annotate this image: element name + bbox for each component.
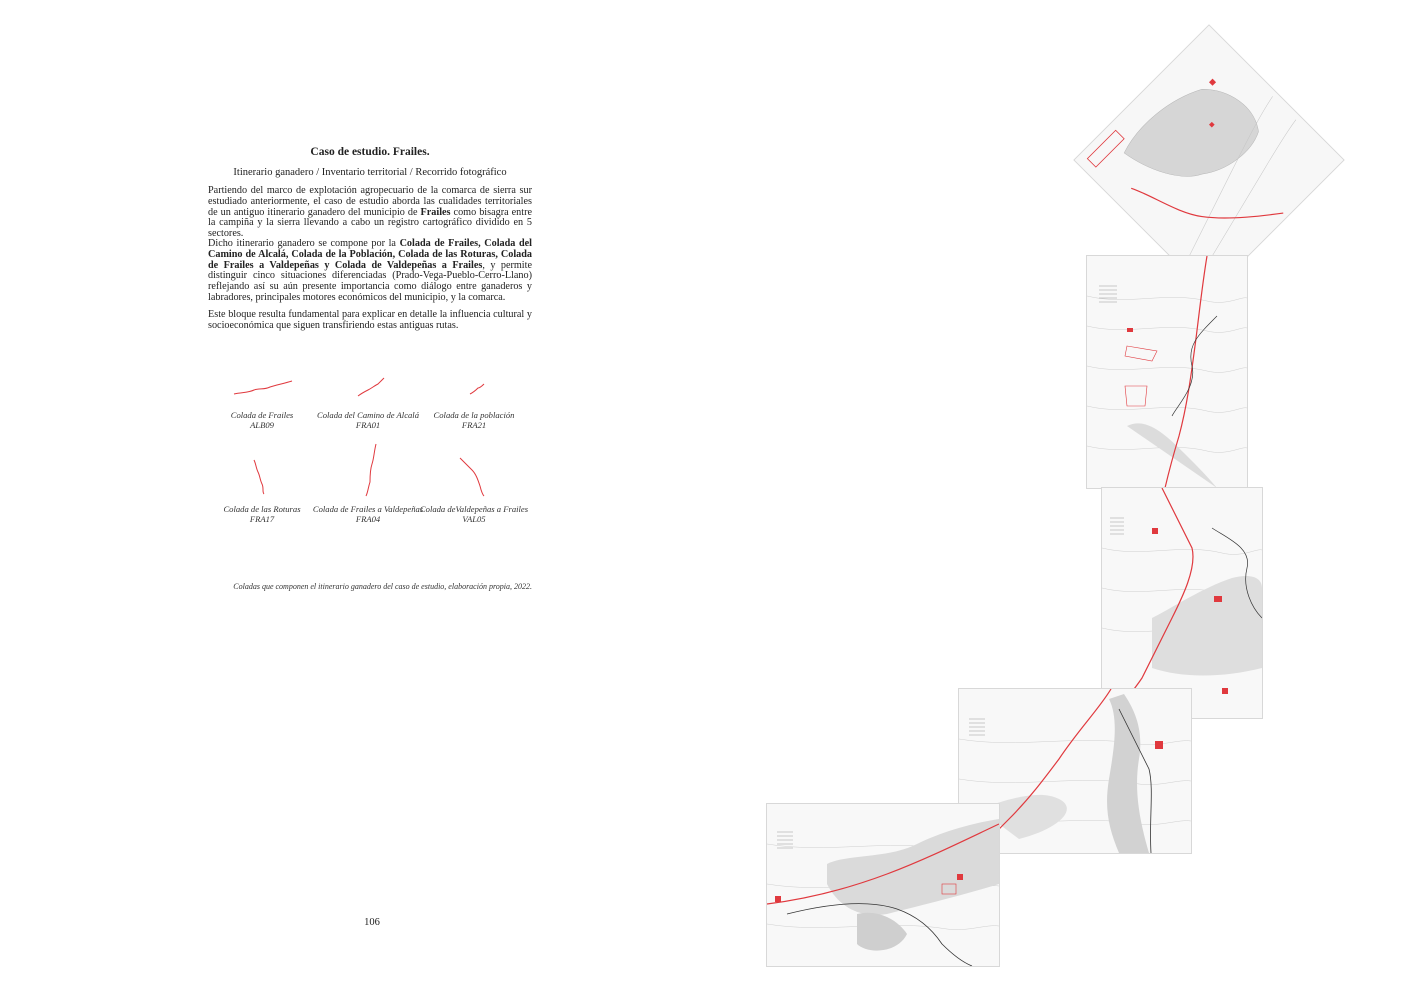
colada-route-icon: [308, 440, 428, 504]
page-number: 106: [364, 917, 380, 928]
colada-route-icon: [202, 376, 322, 410]
colada-route-icon: [414, 440, 534, 504]
map-sheet-pueblo: [1101, 487, 1263, 719]
colada-code: FRA04: [355, 514, 381, 524]
colada-code: FRA17: [249, 514, 275, 524]
colada-name: Colada de Frailes a Valdepeñas: [312, 504, 424, 514]
paragraph-itinerary-text: Dicho itinerario ganadero se compone por la: [208, 238, 400, 249]
colada-code: VAL05: [462, 514, 486, 524]
colada-name: Colada deValdepeñas a Frailes: [419, 504, 529, 514]
colada-code: FRA21: [461, 420, 487, 430]
map-sheet-cerro: [1086, 255, 1248, 489]
colada-item: [414, 440, 534, 524]
colada-name: Colada de las Roturas: [223, 504, 301, 514]
colada-route-icon: [202, 440, 322, 504]
paragraph-itinerary-text-end: , y permite distinguir cinco situaciones diferenciadas (Prado-Vega-Pueblo-Cerro-Llano) reflejando así su aún presente importancia como diálogo entre ganaderos y labradores, principales motores económicos del municipio, y la comarca.: [208, 259, 532, 303]
colada-item: [414, 376, 534, 430]
colada-item: [308, 376, 428, 430]
paragraph-intro: [208, 186, 532, 240]
colada-code: FRA01: [355, 420, 381, 430]
figure-caption: Coladas que componen el itinerario ganadero del caso de estudio, elaboración propia, 2022.: [233, 582, 532, 591]
paragraph-itinerary: [208, 239, 532, 304]
colada-name: Colada de Frailes: [230, 410, 294, 420]
colada-code: ALB09: [250, 420, 274, 430]
map-sheet-prado: [766, 803, 1000, 967]
colada-item: [308, 440, 428, 524]
colada-name: Colada del Camino de Alcalá: [316, 410, 419, 420]
colada-route-icon: [414, 376, 534, 410]
paragraph-intro-text-end: como bisagra entre la campiña y la sierra llevando a cabo un registro cartográfico dividido en 5 sectores.: [208, 206, 532, 240]
colada-item: [202, 376, 322, 430]
paragraph-intro-bold: Frailes: [420, 206, 451, 218]
page-subheading: Itinerario ganadero / Inventario territorial / Recorrido fotográfico: [233, 167, 507, 178]
paragraph-itinerary-bold: Colada de Frailes, Colada del Camino de Alcalá, Colada de la Población, Colada de las Roturas, Colada de Frailes a Valdepeñas y Colada de Valdepeñas a Frailes: [208, 238, 533, 271]
page-heading: Caso de estudio. Frailes.: [310, 146, 430, 158]
colada-name: Colada de la población: [433, 410, 515, 420]
map-sheet-graphic: [1087, 256, 1247, 488]
right-page: [707, 0, 1414, 1000]
paragraph-intro-text: Partiendo del marco de explotación agropecuario de la comarca de sierra sur estudiado anteriormente, el caso de estudio aborda las cualidades territoriales de un antiguo itinerario ganadero del municipio de: [208, 185, 532, 218]
colada-route-icon: [308, 376, 428, 410]
colada-item: [202, 440, 322, 524]
map-sheet-graphic: [1102, 488, 1262, 718]
map-sheet-graphic: [767, 804, 999, 966]
paragraph-conclusion: Este bloque resulta fundamental para explicar en detalle la influencia cultural y socioeconómica que siguen transfiriendo estas antiguas rutas.: [208, 309, 532, 331]
